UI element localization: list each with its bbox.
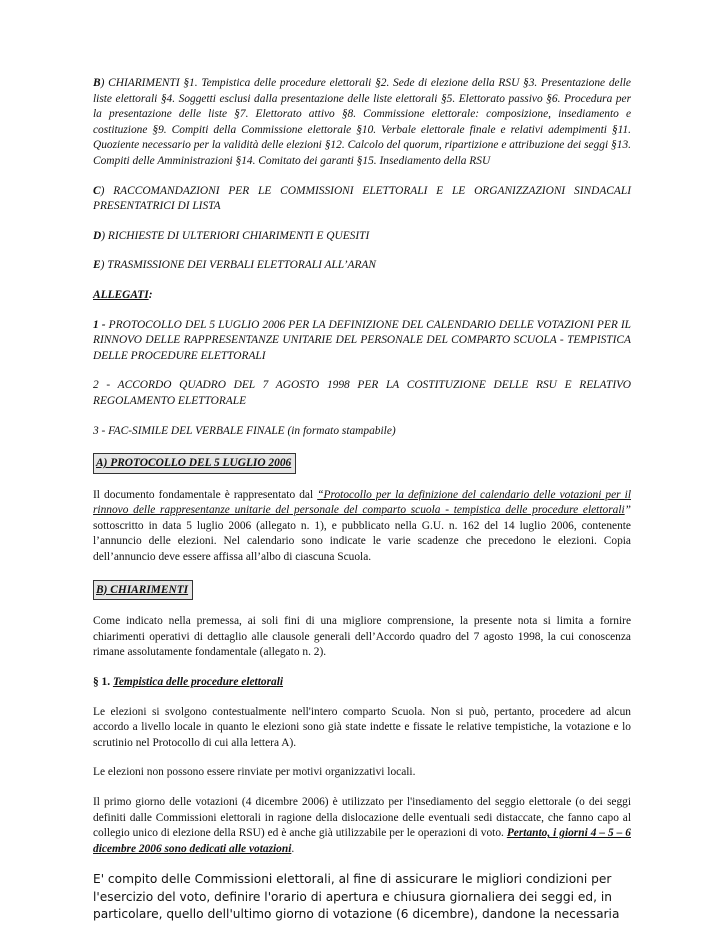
section-a-heading-row — [93, 453, 631, 474]
allegato-text: PROTOCOLLO DEL 5 LUGLIO 2006 PER LA DEFINIZIONE DEL CALENDARIO DELLE VOTAZIONI PER IL RINNOVO DELLE RAPPRESENTANZE UNITARIE DEL PERSONALE DEL COMPARTO SCUOLA - TEMPISTICA DELLE PROCEDURE ELETTORALI — [93, 318, 631, 362]
section-a-body — [93, 488, 631, 566]
paragraph-number: § 1. — [93, 676, 113, 689]
summary-section-e — [93, 258, 631, 274]
summary-section-c — [93, 184, 631, 215]
allegati-title: ALLEGATI — [93, 288, 149, 301]
votazioni-dates: Pertanto, i giorni 4 – 5 – 6 dicembre 2006 sono dedicati alle votazioni — [93, 827, 631, 855]
section-letter: B — [93, 77, 101, 89]
section-letter: C — [93, 184, 101, 197]
summary-text: ) TRASMISSIONE DEI VERBALI ELETTORALI ALL’ARAN — [100, 259, 376, 272]
summary-text: ) CHIARIMENTI §1. Tempistica delle procedure elettorali §2. Sede di elezione della RSU §3. Presentazione delle liste elettorali §4. Soggetti esclusi dalla presentazione delle liste elettorali §5. Elettorato passivo §6. Procedura per la presentazione delle liste §7. Elettorato attivo §8. Commissione elettorale: composizione, insediamento e costituzione §9. Compiti della Commissione elettorale §10. Verbale elettorale finale e relativi adempimenti §11. Quoziente necessario per la validità delle elezioni §12. Calcolo del quorum, ripartizione e attribuzione dei seggi §13. Compiti delle Amministrazioni §14. Comitato dei garanti §15. Insediamento della RSU — [93, 77, 631, 167]
paragraph-1-text-2: Le elezioni non possono essere rinviate per motivi organizzativi locali. — [93, 766, 416, 779]
paragraph-1-text-1: Le elezioni si svolgono contestualmente nell'intero comparto Scuola. Non si può, pertanto, procedere ad alcun accordo a livello locale in quanto le elezioni sono già state indette e fissate le relative tempistiche, la votazione e lo scrutinio nel Protocollo di cui alla lettera A). — [93, 705, 631, 749]
summary-text: ) RACCOMANDAZIONI PER LE COMMISSIONI ELETTORALI E LE ORGANIZZAZIONI SINDACALI PRESENTATRICI DI LISTA — [93, 184, 631, 213]
section-letter: E — [93, 259, 101, 272]
paragraph-title: Tempistica delle procedure elettorali — [112, 676, 284, 689]
protocol-quote: “Protocollo per la definizione del calendario delle votazioni per il rinnovo delle rappresentanze unitarie del personale del comparto scuola - tempistica delle procedure elettorali — [93, 488, 631, 517]
section-a-heading: A) PROTOCOLLO DEL 5 LUGLIO 2006 — [93, 453, 296, 474]
section-a-text-1: Il documento fondamentale è rappresentato dal — [93, 488, 318, 501]
section-b-intro: Come indicato nella premessa, ai soli fini di una migliore comprensione, la presente nota si limita a fornire chiarimenti operativi di dettaglio alle clausole generali dell’Accordo quadro del 7 agosto 1998, la cui conoscenza rimane assolutamente fondamentale (allegato n. 2). — [93, 615, 631, 659]
allegati-colon: : — [148, 288, 153, 301]
protocol-quote-end: ” — [624, 504, 631, 517]
paragraph-1-text-4: E' compito delle Commissioni elettorali, al fine di assicurare le migliori condizioni per l'esercizio del voto, definire l'orario di apertura e chiusura giornaliera dei seggi ed, in particolare, quello dell'ultimo giorno di votazione (6 dicembre), dandone la necessaria — [93, 872, 620, 922]
paragraph-text: Il primo giorno delle votazioni (4 dicembre 2006) è utilizzato per l'insediamento del seggio elettorale (o dei seggi definiti dalle Commissioni elettorali in ragione della dislocazione delle eventuali sedi distaccate, che fanno capo al collegio unico di elezione della RSU) ed è anche già utilizzabile per le operazioni di voto. — [93, 796, 631, 840]
allegato-1 — [93, 318, 631, 365]
allegati-heading — [93, 288, 631, 304]
paragraph-1-text-3 — [93, 795, 631, 857]
section-b-heading: B) CHIARIMENTI — [93, 580, 193, 601]
allegato-2: 2 - ACCORDO QUADRO DEL 7 AGOSTO 1998 PER LA COSTITUZIONE DELLE RSU E RELATIVO REGOLAMENTO ELETTORALE — [93, 379, 631, 407]
summary-section-d — [93, 229, 631, 245]
paragraph-1-heading — [93, 675, 631, 691]
allegato-3: 3 - FAC-SIMILE DEL VERBALE FINALE (in formato stampabile) — [93, 424, 396, 437]
paragraph-end: . — [291, 842, 295, 855]
summary-text: ) RICHIESTE DI ULTERIORI CHIARIMENTI E QUESITI — [101, 229, 370, 242]
section-a-text-2: sottoscritto in data 5 luglio 2006 (allegato n. 1), e pubblicato nella G.U. n. 162 del 14 luglio 2006, contenente l’annuncio delle elezioni. Nel calendario sono indicate le varie scadenze che precedono le elezioni. Copia dell’annuncio deve essere affissa all’albo di ciascuna Scuola. — [93, 519, 631, 564]
section-letter: D — [93, 229, 102, 242]
document-page — [93, 76, 631, 924]
summary-section-b — [93, 76, 631, 170]
section-b-heading-row — [93, 580, 631, 601]
allegato-number: 1 - — [93, 318, 106, 331]
